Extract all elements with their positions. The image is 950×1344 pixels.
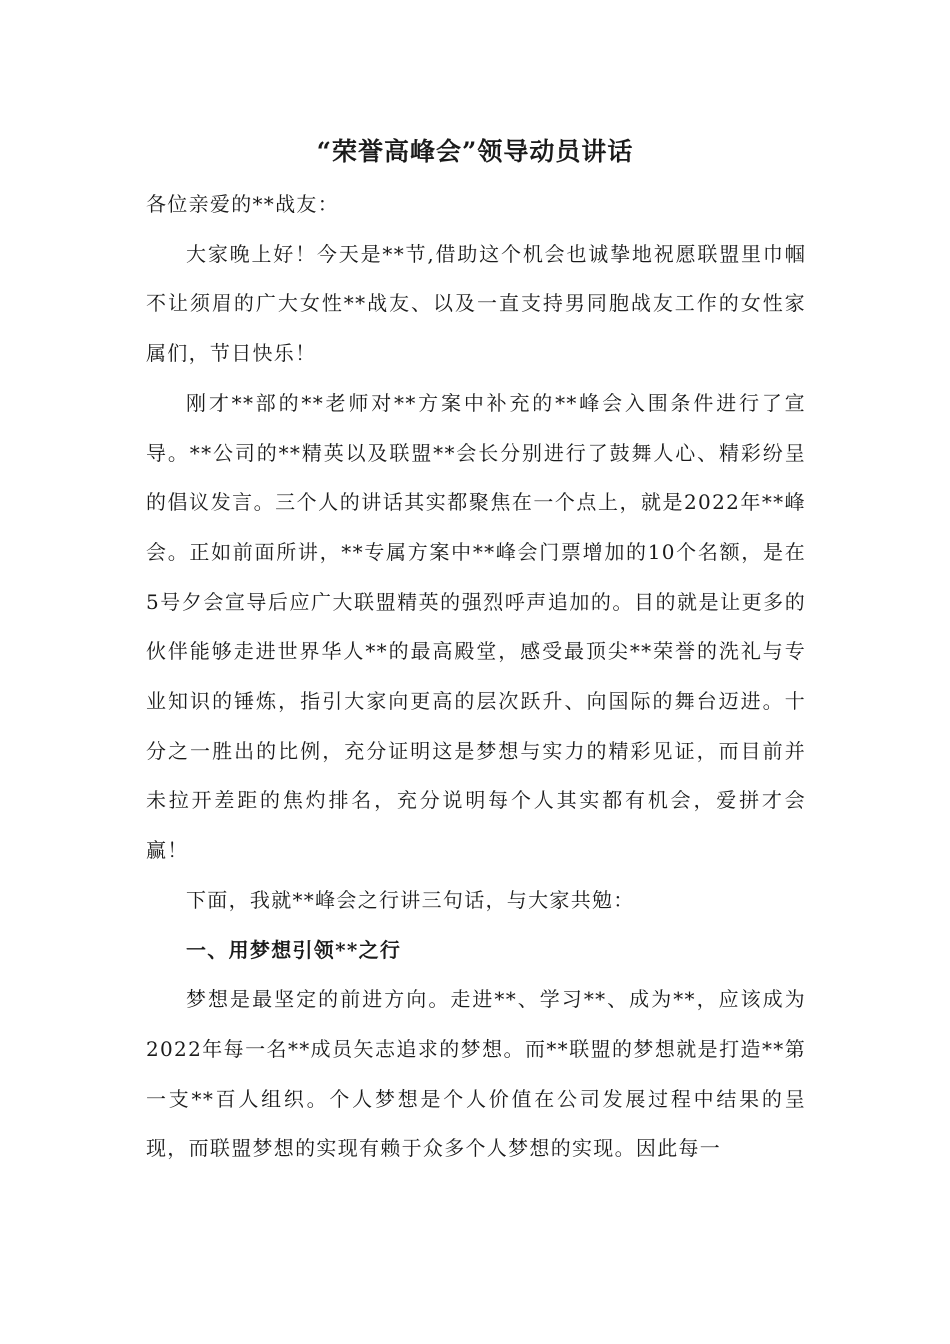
paragraph-greeting: 大家晚上好！今天是**节,借助这个机会也诚挚地祝愿联盟里巾帼不让须眉的广大女性**战友、以及一直支持男同胞战友工作的女性家属们，节日快乐！ — [146, 241, 806, 366]
section-heading-1: 一、用梦想引领**之行 — [186, 937, 402, 962]
paragraph-section-1: 梦想是最坚定的前进方向。走进**、学习**、成为**，应该成为2022年每一名**成员矢志追求的梦想。而**联盟的梦想就是打造**第一支**百人组织。个人梦想是个人价值在公司发展过程中结果的呈现，而联盟梦想的实现有赖于众多个人梦想的实现。因此每一 — [146, 987, 806, 1161]
paragraph-three-points: 下面，我就**峰会之行讲三句话，与大家共勉： — [186, 887, 635, 912]
salutation: 各位亲爱的**战友： — [146, 192, 339, 216]
document-title: “荣誉高峰会”领导动员讲话 — [316, 137, 634, 166]
paragraph-summit-intro: 刚才**部的**老师对**方案中补充的**峰会入围条件进行了宣导。**公司的**精英以及联盟**会长分别进行了鼓舞人心、精彩纷呈的倡议发言。三个人的讲话其实都聚焦在一个点上，就是2022年**峰会。正如前面所讲，**专属方案中**峰会门票增加的10个名额，是在5号夕会宣导后应广大联盟精英的强烈呼声追加的。目的就是让更多的伙伴能够走进世界华人**的最高殿堂，感受最顶尖**荣誉的洗礼与专业知识的锤炼，指引大家向更高的层次跃升、向国际的舞台迈进。十分之一胜出的比例，充分证明这是梦想与实力的精彩见证，而目前并未拉开差距的焦灼排名，充分说明每个人其实都有机会，爱拼才会赢！ — [146, 390, 806, 863]
document-body — [146, 180, 806, 1174]
